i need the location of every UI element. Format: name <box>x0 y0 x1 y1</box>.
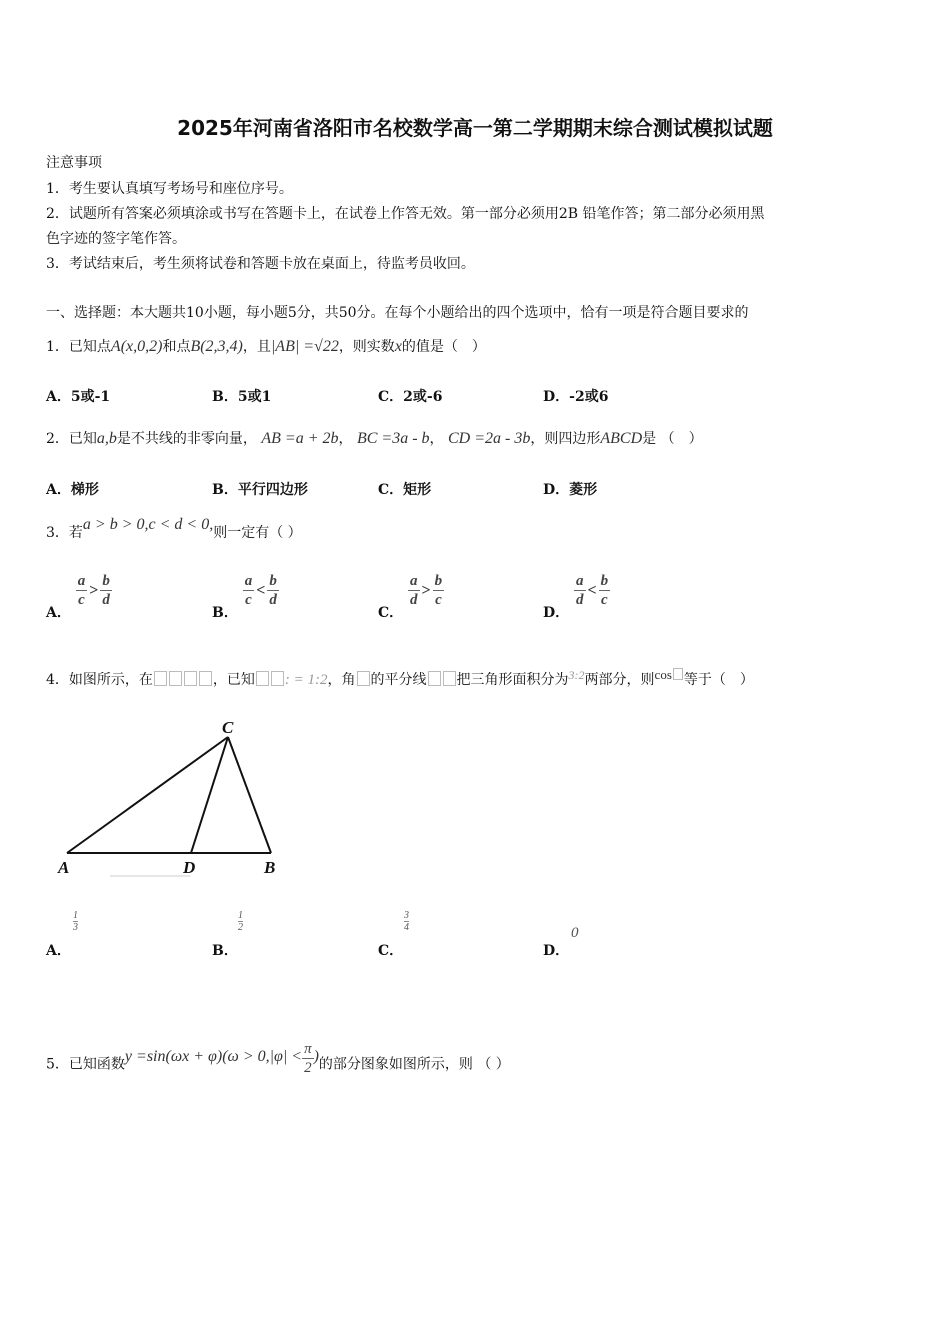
numerator: 1 <box>238 910 243 921</box>
q4-split: 把三角形面积分为 <box>456 672 569 688</box>
relation: < <box>256 581 266 599</box>
q1-number: 1．已知点 <box>46 339 111 355</box>
label-a: A <box>58 858 70 877</box>
fraction <box>302 1040 314 1077</box>
denominator: d <box>576 592 584 608</box>
question-5 <box>46 1041 510 1083</box>
q1-variable: x <box>394 338 402 355</box>
q1-and-2: ，且 <box>242 339 271 355</box>
q3-option-b[interactable] <box>212 572 279 622</box>
q4-option-d[interactable]: D． <box>543 943 570 959</box>
q5-close: ) <box>313 1047 319 1065</box>
denominator: d <box>269 592 277 608</box>
q3-option-c[interactable] <box>378 572 444 622</box>
label-c: C <box>222 718 234 737</box>
option-text: 2或-6 <box>403 389 443 405</box>
question-2 <box>46 428 703 448</box>
missing-glyph <box>169 671 182 686</box>
q4-bisector: 的平分线 <box>370 672 427 688</box>
relation: > <box>89 581 99 599</box>
q1-condition: |AB| =√22 <box>270 338 339 355</box>
relation: < <box>587 581 597 599</box>
option-label: B． <box>212 389 238 405</box>
q2-sep: ， <box>429 431 444 447</box>
section-heading: 一、选择题：本大题共10小题，每小题5分，共50分。在每个小题给出的四个选项中，恰有一项是符合题目要求的 <box>46 305 749 321</box>
q4-angle: ，角 <box>327 672 356 688</box>
missing-glyph <box>199 671 212 686</box>
q1-point-b: B(2,3,4) <box>190 338 243 355</box>
numerator: 1 <box>73 910 78 921</box>
q5-function: y =sin(ωx + φ)(ω > 0,|φ| < <box>124 1047 303 1065</box>
q4-tail: 等于（ ） <box>683 672 754 688</box>
relation: > <box>421 581 431 599</box>
q1-point-a: A(x,0,2) <box>110 338 163 355</box>
numerator: b <box>434 573 443 589</box>
option-label: C． <box>378 604 404 621</box>
q2-option-d[interactable] <box>543 479 597 499</box>
q4-option-c-fraction <box>404 910 409 933</box>
q2-ask: ，则四边形 <box>530 431 601 447</box>
q4-number: 4．如图所示，在 <box>46 672 153 688</box>
option-text: 菱形 <box>569 482 598 498</box>
missing-glyph <box>428 671 441 686</box>
fraction <box>76 572 88 609</box>
option-text: -2或6 <box>569 389 609 405</box>
label-b: B <box>264 858 276 877</box>
bisector-cd <box>191 737 228 853</box>
option-label: C． <box>378 389 404 405</box>
numerator: 3 <box>404 910 409 921</box>
q1-option-d[interactable] <box>543 386 608 406</box>
fraction <box>599 572 611 609</box>
option-label: A． <box>46 482 71 498</box>
numerator: π <box>304 1041 312 1057</box>
notice-item: 2．试题所有答案必须填涂或书写在答题卡上，在试卷上作答无效。第一部分必须用2B 铅笔作答；第二部分必须用黑 <box>46 206 765 222</box>
q1-and: 和点 <box>162 339 191 355</box>
q4-option-a[interactable]: A． <box>46 943 71 959</box>
q1-tail: 的值是（ ） <box>401 339 486 355</box>
denominator: d <box>410 592 418 608</box>
q1-ask: ，则实数 <box>338 339 395 355</box>
q4-area-ratio: 3:2 <box>568 668 585 682</box>
q1-option-a[interactable] <box>46 386 110 406</box>
q4-parts: 两部分，则 <box>584 672 655 688</box>
question-4 <box>46 668 754 689</box>
q3-option-a[interactable] <box>46 572 112 622</box>
numerator: a <box>77 573 86 589</box>
q4-option-a-fraction <box>73 910 78 933</box>
q2-option-b[interactable] <box>212 479 308 499</box>
option-text: 5或1 <box>237 389 272 405</box>
fraction <box>574 572 586 609</box>
q2-desc: 是不共线的非零向量， <box>116 431 257 447</box>
q2-option-c[interactable] <box>378 479 431 499</box>
missing-glyph <box>154 671 167 686</box>
numerator: b <box>600 573 609 589</box>
denominator: 2 <box>238 922 243 933</box>
option-label: D． <box>543 604 570 621</box>
q5-number: 5．已知函数 <box>46 1056 125 1073</box>
numerator: a <box>576 573 584 589</box>
denominator: 3 <box>73 922 78 933</box>
numerator: a <box>410 573 418 589</box>
side-cb <box>228 737 271 853</box>
denominator: c <box>78 592 85 608</box>
missing-glyph <box>271 671 284 686</box>
denominator: 2 <box>304 1060 312 1076</box>
q1-option-b[interactable] <box>212 386 271 406</box>
fraction <box>100 572 112 609</box>
q2-quad: ABCD <box>600 430 643 447</box>
missing-glyph <box>153 672 213 688</box>
side-ac <box>67 737 228 853</box>
q2-sep: ， <box>338 431 353 447</box>
question-1 <box>46 336 486 356</box>
q1-option-c[interactable] <box>378 386 442 406</box>
missing-glyph <box>256 671 269 686</box>
q4-known: ，已知 <box>212 672 255 688</box>
numerator: b <box>102 573 110 589</box>
q4-ratio: : = 1:2 <box>284 672 328 688</box>
missing-glyph <box>184 671 197 686</box>
option-text: 5或-1 <box>70 389 111 405</box>
q2-vars: a,b <box>96 430 117 447</box>
fraction <box>267 572 279 609</box>
option-text: 矩形 <box>403 482 432 498</box>
q4-option-b-fraction <box>238 910 243 933</box>
option-text: 梯形 <box>70 482 99 498</box>
q3-tail: 则一定有（ ） <box>213 525 302 541</box>
option-label: B． <box>212 604 238 621</box>
q3-number: 3．若 <box>46 525 83 541</box>
question-3 <box>46 516 302 542</box>
q2-vector-cd: CD =2a - 3b <box>448 430 531 447</box>
option-label: D． <box>543 482 570 498</box>
q3-condition: a > b > 0,c < d < 0, <box>82 516 214 533</box>
numerator: b <box>269 573 277 589</box>
page-title: 2025年河南省洛阳市名校数学高一第二学期期末综合测试模拟试题 <box>177 116 773 140</box>
notice-item: 3．考试结束后，考生须将试卷和答题卡放在桌面上，待监考员收回。 <box>46 256 475 272</box>
denominator: d <box>102 592 110 608</box>
notice-item: 1．考生要认真填写考场号和座位序号。 <box>46 181 293 197</box>
option-label: D． <box>543 389 570 405</box>
denominator: 4 <box>404 922 409 933</box>
notice-heading: 注意事项 <box>46 155 102 171</box>
q4-option-d-value: 0 <box>571 925 579 941</box>
q4-option-b[interactable]: B． <box>212 943 238 959</box>
option-label: B． <box>212 482 238 498</box>
q4-cos: cos <box>654 667 672 682</box>
option-label: A． <box>46 604 71 621</box>
label-d: D <box>183 858 196 877</box>
missing-glyph <box>673 668 683 680</box>
q2-number: 2．已知 <box>46 431 97 447</box>
option-label: C． <box>378 482 404 498</box>
option-label: A． <box>46 389 71 405</box>
denominator: c <box>435 592 442 608</box>
missing-glyph <box>443 671 456 686</box>
q2-vector-bc: BC =3a - b <box>356 430 430 447</box>
q4-option-c[interactable]: C． <box>378 943 404 959</box>
missing-glyph <box>357 671 370 686</box>
q5-tail: 的部分图象如图所示，则 （ ） <box>318 1056 510 1073</box>
q3-option-d[interactable] <box>543 572 610 622</box>
q2-option-a[interactable] <box>46 479 99 499</box>
fraction <box>243 572 255 609</box>
fraction <box>433 572 445 609</box>
q2-tail: 是 （ ） <box>642 431 703 447</box>
triangle-figure <box>50 715 300 890</box>
notice-item: 色字迹的签字笔作答。 <box>46 231 186 247</box>
fraction <box>408 572 420 609</box>
denominator: c <box>601 592 608 608</box>
denominator: c <box>245 592 252 608</box>
q2-vector-ab: AB =a + 2b <box>261 430 339 447</box>
numerator: a <box>244 573 253 589</box>
option-text: 平行四边形 <box>237 482 308 498</box>
